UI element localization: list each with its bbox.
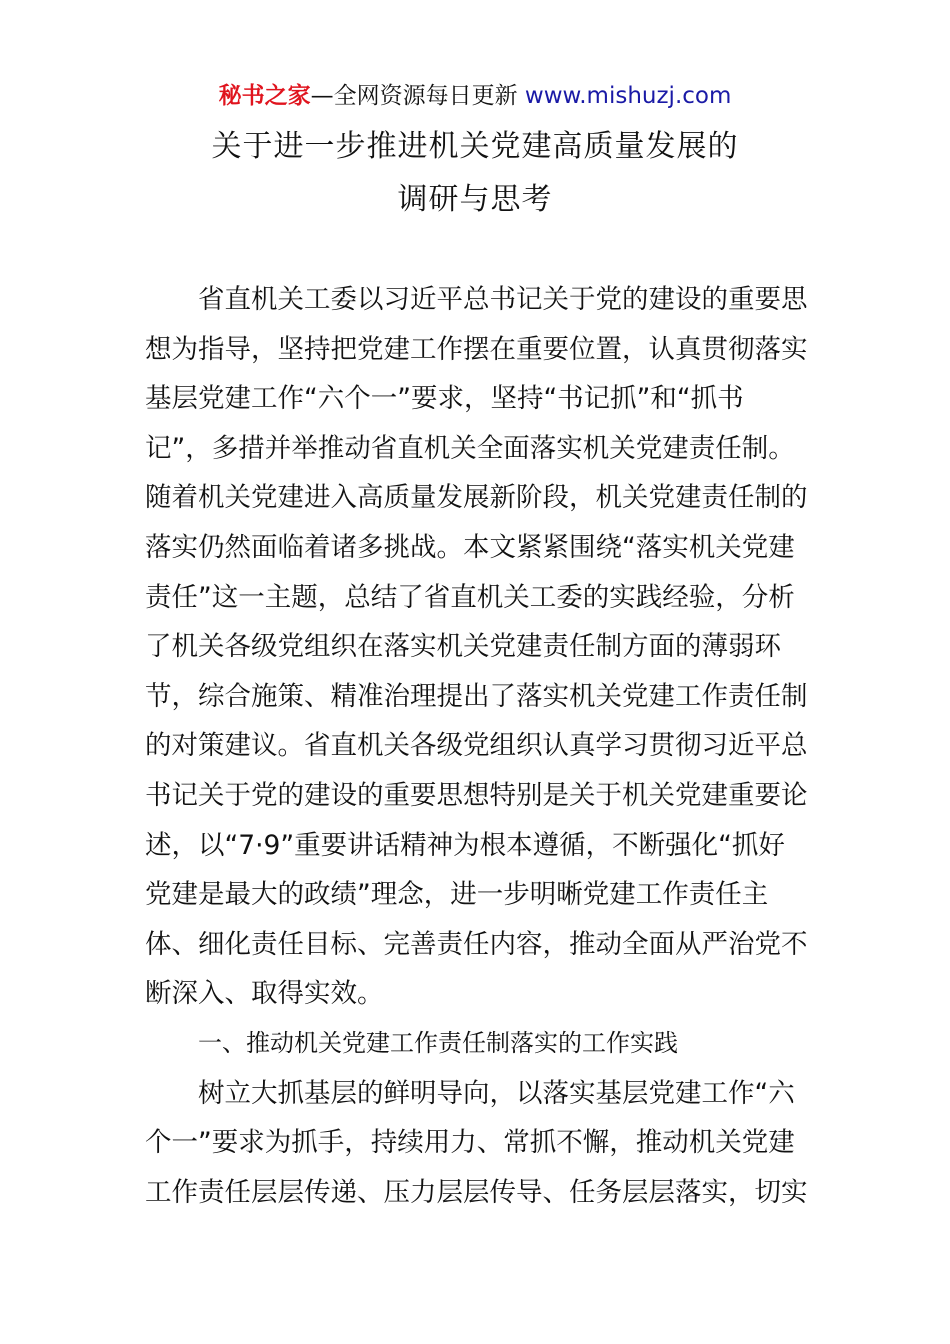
body-line: 了机关各级党组织在落实机关党建责任制方面的薄弱环: [145, 631, 781, 663]
body-line: 个一”要求为抓手，持续用力、常抓不懈，推动机关党建: [145, 1127, 795, 1159]
body-line: 随着机关党建进入高质量发展新阶段，机关党建责任制的: [145, 482, 808, 514]
document-title-line-2: 调研与思考: [397, 182, 553, 217]
header-url-link[interactable]: www.mishuzj.com: [524, 83, 732, 109]
body-line: 的对策建议。省直机关各级党组织认真学习贯彻习近平总: [145, 730, 808, 762]
site-header: [0, 80, 950, 112]
body-line: 体、细化责任目标、完善责任内容，推动全面从严治党不: [145, 928, 808, 960]
body-line: 记”，多措并举推动省直机关全面落实机关党建责任制。: [145, 432, 795, 464]
header-tagline: —全网资源每日更新: [310, 83, 518, 109]
body-line: 省直机关工委以习近平总书记关于党的建设的重要思: [198, 284, 808, 315]
body-line: 断深入、取得实效。: [145, 978, 384, 1010]
body-line: 树立大抓基层的鲜明导向，以落实基层党建工作“六: [198, 1077, 795, 1109]
document-title-line-1: 关于进一步推进机关党建高质量发展的: [211, 129, 739, 164]
body-line: 想为指导，坚持把党建工作摆在重要位置，认真贯彻落实: [145, 333, 808, 365]
document-body: [145, 275, 815, 1217]
body-line: 责任”这一主题，总结了省直机关工委的实践经验，分析: [145, 581, 795, 613]
body-line: 党建是最大的政绩”理念，进一步明晰党建工作责任主: [145, 879, 769, 911]
section-heading: 一、推动机关党建工作责任制落实的工作实践: [198, 1028, 678, 1057]
body-line: 书记关于党的建设的重要思想特别是关于机关党建重要论: [145, 779, 808, 811]
body-line: 工作责任层层传递、压力层层传导、任务层层落实，切实: [145, 1176, 808, 1208]
body-line: 基层党建工作“六个一”要求，坚持“书记抓”和“抓书: [145, 383, 744, 415]
body-line: 节，综合施策、精准治理提出了落实机关党建工作责任制: [145, 680, 808, 712]
body-line: 述，以“7·9”重要讲话精神为根本遵循，不断强化“抓好: [145, 829, 785, 861]
body-line: 落实仍然面临着诸多挑战。本文紧紧围绕“落实机关党建: [145, 531, 795, 563]
brand-name: 秘书之家: [218, 83, 311, 109]
